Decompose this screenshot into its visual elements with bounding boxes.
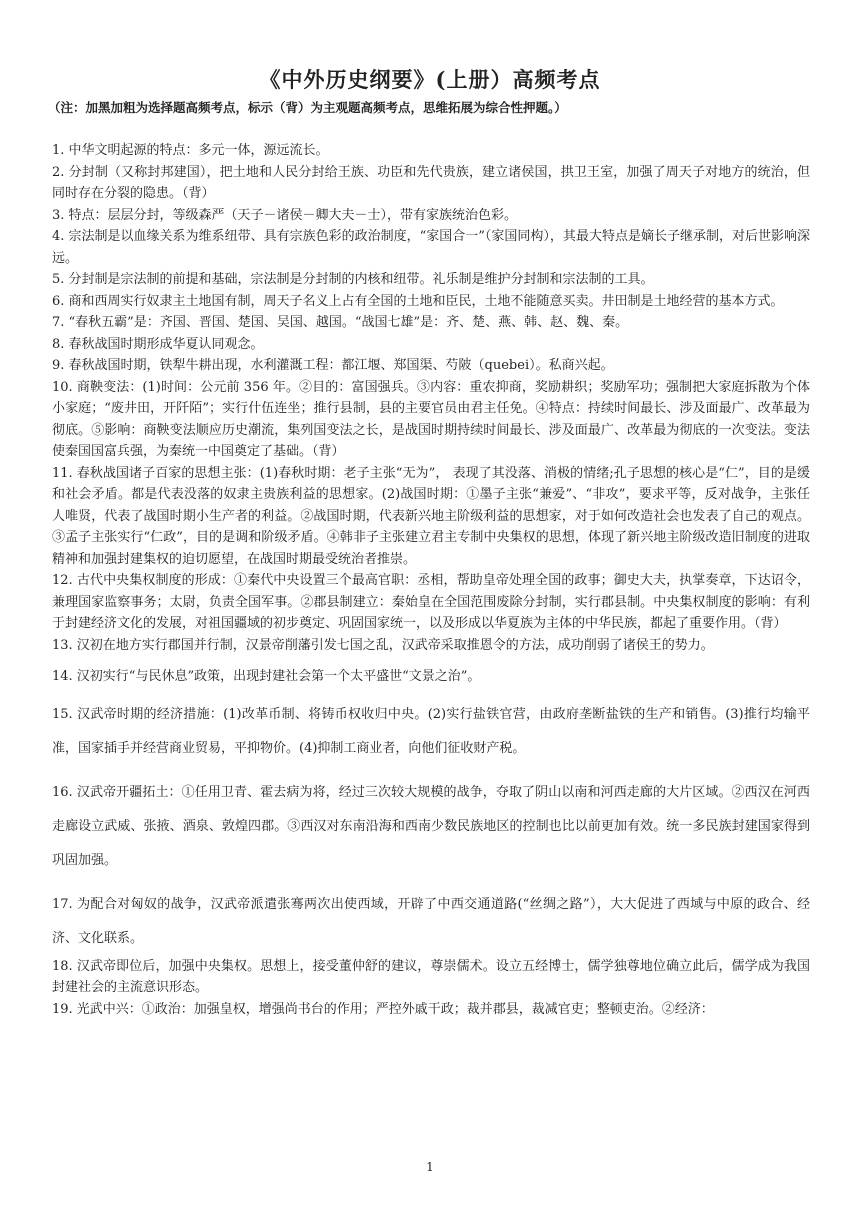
list-item: 18. 汉武帝即位后，加强中央集权。思想上，接受董仲舒的建议，尊崇儒术。设立五经博士，儒学独尊地位确立此后，儒学成为我国封建社会的主流意识形态。 (52, 958, 810, 995)
document-note: （注：加黑加粗为选择题高频考点，标示（背）为主观题高频考点，思维拓展为综合性押题。） (48, 100, 567, 115)
list-item: 12. 古代中央集权制度的形成：①秦代中央设置三个最高官职：丞相，帮助皇帝处理全国的政事；御史大夫，执掌奏章，下达诏令，兼理国家监察事务；太尉，负责全国军事。②郡县制建立：秦始皇在全国范围废除分封制，实行郡县制。中央集权制度的影响：有利于封建经济文化的发展，对祖国疆域的初步奠定、巩固国家统一，以及形成以华夏族为主体的中华民族，都起了重要作用。（背） (52, 573, 810, 631)
list-item: 7. “春秋五霸”是：齐国、晋国、楚国、吴国、越国。“战国七雄”是：齐、楚、燕、韩、赵、魏、秦。 (52, 315, 629, 330)
list-item: 1. 中华文明起源的特点：多元一体，源远流长。 (52, 143, 329, 158)
list-item: 9. 春秋战国时期，铁犁牛耕出现，水利灌溉工程：都江堰、郑国渠、芍陂（quebei）。私商兴起。 (52, 358, 614, 373)
list-item: 2. 分封制（又称封邦建国），把土地和人民分封给王族、功臣和先代贵族，建立诸侯国，拱卫王室，加强了周天子对地方的统治，但同时存在分裂的隐患。（背） (52, 164, 810, 201)
page-title: 《中外历史纲要》(上册）高频考点 (259, 67, 601, 92)
list-item: 3. 特点：层层分封，等级森严（天子－诸侯－卿大夫－士），带有家族统治色彩。 (52, 207, 518, 223)
list-item: 19. 光武中兴：①政治：加强皇权，增强尚书台的作用；严控外戚干政；裁并郡县，裁减官吏；整顿吏治。②经济： (52, 1001, 714, 1017)
list-item: 15. 汉武帝时期的经济措施：(1)改革币制、将铸币权收归中央。(2)实行盐铁官营，由政府垄断盐铁的生产和销售。(3)推行均输平准，国家插手并经营商业贸易，平抑物价。(4)抑制工商业者，向他们征收财产税。 (52, 706, 810, 756)
page-number: 1 (426, 1160, 434, 1174)
list-item: 16. 汉武帝开疆拓土：①任用卫青、霍去病为将，经过三次较大规模的战争，夺取了阴山以南和河西走廊的大片区域。②西汉在河西走廊设立武威、张掖、酒泉、敦煌四郡。③西汉对东南沿海和西南少数民族地区的控制也比以前更加有效。统一多民族封建国家得到巩固加强。 (52, 784, 810, 868)
list-item: 10. 商鞅变法：(1)时间：公元前 356 年。②目的：富国强兵。③内容：重农抑商，奖励耕织；奖励军功；强制把大家庭拆散为个体小家庭；“废井田，开阡陌”；实行什伍连坐；推行县制，县的主要官员由君主任免。④特点：持续时间最长、涉及面最广、改革最为彻底。⑤影响：商鞅变法顺应历史潮流，集列国变法之长，是战国时期持续时间最长、涉及面最广、改革最为彻底的一次变法。变法使秦国国富兵强，为秦统一中国奠定了基础。（背） (52, 379, 810, 459)
list-item: 8. 春秋战国时期形成华夏认同观念。 (52, 336, 264, 352)
list-item: 14. 汉初实行“与民休息”政策，出现封建社会第一个太平盛世“文景之治”。 (52, 669, 481, 684)
list-item: 6. 商和西周实行奴隶主土地国有制，周天子名义上占有全国的土地和臣民，土地不能随意买卖。井田制是土地经营的基本方式。 (52, 293, 784, 309)
document-body (52, 140, 810, 1020)
list-item: 5. 分封制是宗法制的前提和基础，宗法制是分封制的内核和纽带。礼乐制是维护分封制和宗法制的工具。 (52, 272, 654, 287)
list-item: 4. 宗法制是以血缘关系为维系纽带、具有宗族色彩的政治制度，“家国合一”（家国同构），其最大特点是嫡长子继承制，对后世影响深远。 (52, 229, 810, 266)
list-item: 11. 春秋战国诸子百家的思想主张：(1)春秋时期：老子主张“无为”， 表现了其没落、消极的情绪;孔子思想的核心是“仁”，目的是缓和社会矛盾。都是代表没落的奴隶主贵族利益的思想家。(2)战国时期：①墨子主张“兼爱”、“非攻”，要求平等，反对战争，主张任人唯贤，代表了战国时期小生产者的利益。②战国时期，代表新兴地主阶级利益的思想家，对于如何改造社会也发表了自己的观点。③孟子主张实行“仁政”，目的是调和阶级矛盾。④韩非子主张建立君主专制中央集权的思想，体现了新兴地主阶级改造旧制度的进取精神和加强封建集权的迫切愿望，在战国时期最受统治者推崇。 (52, 465, 810, 567)
list-item: 17. 为配合对匈奴的战争，汉武帝派遣张骞两次出使西域，开辟了中西交通道路(“丝绸之路”），大大促进了西域与中原的政合、经济、文化联系。 (52, 896, 810, 946)
list-item: 13. 汉初在地方实行郡国并行制，汉景帝削藩引发七国之乱，汉武帝采取推恩令的方法，成功削弱了诸侯王的势力。 (52, 637, 714, 653)
